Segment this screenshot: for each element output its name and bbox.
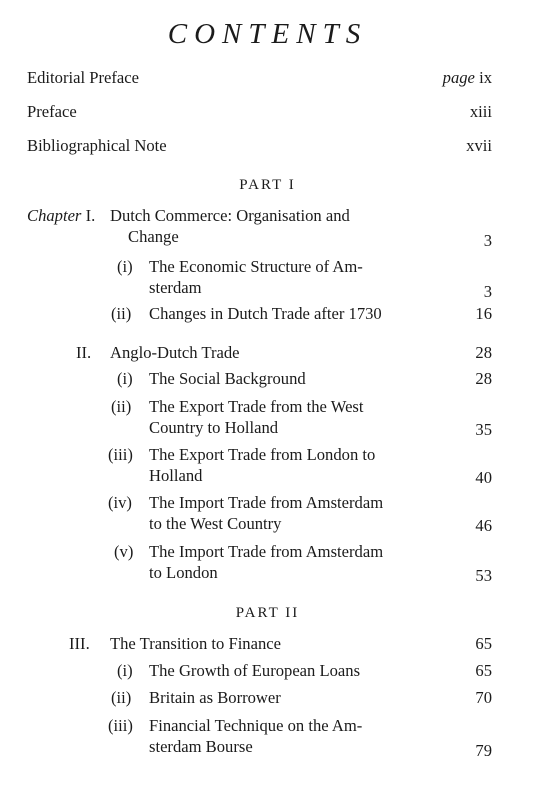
section-page: 40 bbox=[475, 468, 492, 487]
section-page: 46 bbox=[475, 516, 492, 535]
front-entry-label: Editorial Preface bbox=[27, 68, 139, 87]
section-title-line: sterdam Bourse bbox=[149, 737, 253, 756]
section-title-line: Britain as Borrower bbox=[149, 688, 281, 707]
section-page: 3 bbox=[483, 282, 492, 301]
section-number: (ii) bbox=[111, 397, 132, 416]
section-page: 79 bbox=[475, 741, 492, 760]
front-entry-label: Bibliographical Note bbox=[27, 136, 167, 155]
section-title-line: Holland bbox=[149, 466, 203, 485]
section-title-line: to London bbox=[149, 563, 218, 582]
chapter-page: 65 bbox=[475, 634, 492, 653]
chapter-numeral: II. bbox=[76, 343, 92, 362]
chapter-page: 3 bbox=[483, 231, 492, 250]
part-heading: PART II bbox=[235, 605, 300, 621]
section-number: (i) bbox=[117, 257, 133, 276]
section-number: (iii) bbox=[108, 445, 133, 464]
front-entry-page bbox=[443, 68, 492, 88]
section-page: 53 bbox=[475, 566, 492, 585]
front-entry-label: Preface bbox=[27, 102, 77, 121]
section-title-line: Changes in Dutch Trade after 1730 bbox=[149, 304, 382, 323]
chapter-numeral: III. bbox=[69, 634, 90, 653]
chapter-numeral: I. bbox=[85, 206, 96, 225]
chapter-entry bbox=[27, 206, 95, 226]
section-number: (i) bbox=[117, 369, 133, 388]
section-number: (v) bbox=[114, 542, 134, 561]
section-title-line: The Export Trade from London to bbox=[149, 445, 376, 464]
front-entry-page: xiii bbox=[469, 102, 492, 121]
chapter-title-line: Anglo-Dutch Trade bbox=[110, 343, 240, 362]
section-number: (i) bbox=[117, 661, 133, 680]
section-number: (iii) bbox=[108, 716, 133, 735]
chapter-prefix: Chapter bbox=[27, 206, 82, 225]
chapter-title-line: Dutch Commerce: Organisation and bbox=[110, 206, 350, 225]
section-title-line: The Import Trade from Amsterdam bbox=[149, 542, 384, 561]
section-title-line: The Social Background bbox=[149, 369, 306, 388]
section-number: (ii) bbox=[111, 688, 132, 707]
section-title-line: The Growth of European Loans bbox=[149, 661, 361, 680]
chapter-title-line: The Transition to Finance bbox=[110, 634, 282, 653]
section-title-line: Financial Technique on the Am- bbox=[149, 716, 363, 735]
section-number: (ii) bbox=[111, 304, 132, 323]
section-page: 16 bbox=[475, 304, 492, 323]
section-title-line: to the West Country bbox=[149, 514, 282, 533]
section-page: 35 bbox=[475, 420, 492, 439]
section-title-line: sterdam bbox=[149, 278, 202, 297]
section-number: (iv) bbox=[108, 493, 132, 512]
section-page: 28 bbox=[475, 369, 492, 388]
section-page: 65 bbox=[475, 661, 492, 680]
page-number: ix bbox=[479, 68, 492, 87]
section-title-line: Country to Holland bbox=[149, 418, 279, 437]
front-entry-page: xvii bbox=[466, 136, 492, 155]
chapter-title-line: Change bbox=[128, 227, 179, 246]
page-prefix: page bbox=[442, 68, 475, 87]
part-heading: PART I bbox=[239, 177, 296, 193]
section-title-line: The Import Trade from Amsterdam bbox=[149, 493, 384, 512]
page-title: CONTENTS bbox=[167, 18, 368, 50]
section-title-line: The Export Trade from the West bbox=[149, 397, 364, 416]
chapter-page: 28 bbox=[475, 343, 492, 362]
section-title-line: The Economic Structure of Am- bbox=[149, 257, 363, 276]
section-page: 70 bbox=[475, 688, 492, 707]
